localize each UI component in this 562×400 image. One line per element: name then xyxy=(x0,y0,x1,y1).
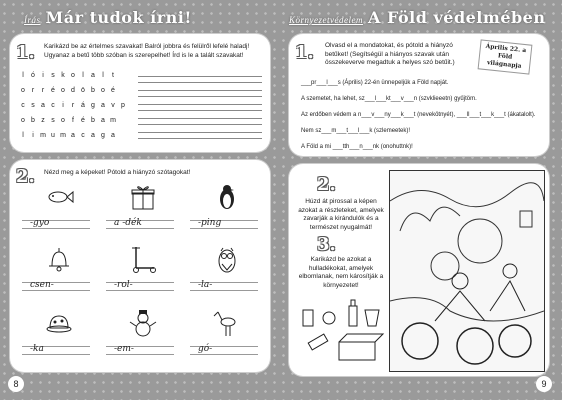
sentence-3[interactable]: Az erdőben védem a n___v___ny___k___t (nevekötnyét), ___ll___t___k___t (ákatalolt). xyxy=(301,112,536,118)
task-number-1-right: 1. xyxy=(295,42,317,64)
picword-snowman[interactable] xyxy=(106,308,176,358)
grid-letter[interactable]: l xyxy=(22,132,24,139)
grid-letter[interactable]: k xyxy=(61,72,65,79)
picword-hat[interactable] xyxy=(22,308,92,358)
picword-gift[interactable] xyxy=(106,182,176,232)
instruction-line-1: Olvasd el a mondatokat, és pótold a hiányzó xyxy=(325,42,453,49)
fill-word-3: -ping xyxy=(198,218,222,228)
forest-scene-illustration[interactable] xyxy=(389,170,545,372)
grid-letter[interactable]: l xyxy=(82,72,84,79)
grid-letter[interactable]: i xyxy=(32,132,34,139)
grid-letter[interactable]: o xyxy=(101,87,105,94)
grid-letter[interactable]: o xyxy=(21,87,25,94)
grid-letter[interactable]: g xyxy=(101,132,105,139)
picword-bell[interactable] xyxy=(22,244,92,294)
fill-word-8: -em- xyxy=(114,344,134,354)
grid-letter[interactable]: g xyxy=(91,102,95,109)
grid-letter[interactable]: l xyxy=(102,72,104,79)
grid-letter[interactable]: c xyxy=(21,102,25,109)
penguin-icon xyxy=(212,182,242,212)
grid-letter[interactable]: r xyxy=(41,87,45,94)
title-text-right: A Föld védelmében xyxy=(367,8,546,27)
sentence-4[interactable]: Nem sz___m___t___l___k (szlemeetek)! xyxy=(301,128,411,134)
fill-word-7: -ka xyxy=(30,344,44,354)
task3-instruction-right: Karikázd be azokat a hulladékokat, amelyek elbomlanak, nem károsítják a környezetet! xyxy=(298,256,384,289)
cup-icon xyxy=(365,310,379,326)
bottle-icon xyxy=(349,300,357,326)
grid-letter[interactable]: r xyxy=(71,102,75,109)
grid-letter[interactable]: u xyxy=(51,132,55,139)
grid-letter[interactable]: a xyxy=(101,117,105,124)
picword-penguin[interactable] xyxy=(190,182,260,232)
hat-icon xyxy=(44,308,74,338)
grid-letter[interactable]: p xyxy=(121,102,125,109)
task-number-2-right: 2. xyxy=(317,174,339,196)
grid-letter[interactable]: a xyxy=(111,132,115,139)
grid-letter[interactable]: o xyxy=(61,117,65,124)
box-icon xyxy=(339,334,383,360)
title-text-left: Már tudok írni! xyxy=(45,8,192,27)
grid-letter[interactable]: i xyxy=(42,72,44,79)
grid-letter[interactable]: m xyxy=(110,117,116,124)
cyclists-scene-icon xyxy=(390,171,544,371)
grid-letter[interactable]: ó xyxy=(31,72,35,79)
grid-letter[interactable]: m xyxy=(40,132,46,139)
grid-letter[interactable]: é xyxy=(51,87,55,94)
earth-day-stamp: Április 22. a Föld világnapja xyxy=(478,39,533,74)
page-title-left xyxy=(24,8,192,27)
task-number-3-right: 3. xyxy=(317,234,339,256)
instruction-line-2: Ugyanaz a betű több szóban is szerepelhet! Írd is le a talált szavakat! xyxy=(44,51,244,59)
fill-word-2: a -dék xyxy=(114,218,142,228)
title-kicker-right: Környezetvédelem xyxy=(289,15,363,25)
fill-word-9: gó- xyxy=(198,344,213,354)
instruction-line-1: Karikázd be az értelmes szavakat! Balról jobbra és felülről lefelé haladj! xyxy=(44,43,250,50)
picword-fish[interactable] xyxy=(22,182,92,232)
picword-scooter[interactable] xyxy=(106,244,176,294)
letter-grid[interactable] xyxy=(18,68,128,143)
grid-letter[interactable]: f xyxy=(72,117,74,124)
grid-letter[interactable]: o xyxy=(61,87,65,94)
grid-letter[interactable]: b xyxy=(91,87,95,94)
right-page xyxy=(281,0,562,400)
grid-letter[interactable]: c xyxy=(51,102,55,109)
grid-row xyxy=(18,68,128,83)
grid-row xyxy=(18,98,128,113)
grid-row xyxy=(18,83,128,98)
picword-owl[interactable] xyxy=(190,244,260,294)
grid-letter[interactable]: s xyxy=(51,72,55,79)
grid-letter[interactable]: o xyxy=(21,117,25,124)
grid-letter[interactable]: á xyxy=(81,102,85,109)
grid-letter[interactable]: s xyxy=(31,102,35,109)
grid-letter[interactable]: r xyxy=(31,87,35,94)
snowman-icon xyxy=(128,308,158,338)
task2-box-right xyxy=(289,164,549,376)
scooter-icon xyxy=(128,244,158,274)
grid-letter[interactable]: o xyxy=(71,72,75,79)
grid-letter[interactable]: b xyxy=(31,117,35,124)
fill-word-5: -rol- xyxy=(114,280,133,290)
grid-letter[interactable]: b xyxy=(91,117,95,124)
grid-letter[interactable]: a xyxy=(101,102,105,109)
task1-instruction-right xyxy=(325,42,485,68)
stork-icon xyxy=(212,308,242,338)
task-number-2-left: 2. xyxy=(16,166,38,188)
page-title-right xyxy=(289,8,546,27)
grid-letter[interactable]: i xyxy=(62,102,64,109)
waste-items[interactable] xyxy=(299,290,389,370)
grid-letter[interactable]: c xyxy=(81,132,85,139)
instruction-line-2: betűket! (Segítségül a hiányos szavak után xyxy=(325,50,449,58)
grid-letter[interactable]: l xyxy=(22,72,24,79)
task1-box-left xyxy=(10,34,270,152)
instruction-line-3: összekeverve megadtuk a helyes szó betűit.) xyxy=(325,59,455,66)
sentence-2[interactable]: A szemetet, ha lehet, sz___l___kt___v___n (szvklieeetn) gyűjtöm. xyxy=(301,96,477,102)
task2-box-left xyxy=(10,160,270,372)
grid-letter[interactable]: z xyxy=(41,117,45,124)
fish-icon xyxy=(44,182,74,212)
task1-instruction-left xyxy=(44,43,266,60)
plastic-bottle-icon xyxy=(308,334,328,350)
apple-core-icon xyxy=(323,312,335,324)
grid-letter[interactable]: ö xyxy=(81,87,85,94)
picword-stork[interactable] xyxy=(190,308,260,358)
sentence-5[interactable]: A Föld a mi ___tth___n___nk (onohuttnk)! xyxy=(301,144,413,150)
can-icon xyxy=(303,310,313,326)
page-number-right: 9 xyxy=(536,376,552,392)
task-number-1-left: 1. xyxy=(16,42,38,64)
grid-letter[interactable]: v xyxy=(111,102,115,109)
grid-letter[interactable]: a xyxy=(91,72,95,79)
grid-letter[interactable]: é xyxy=(81,117,85,124)
grid-letter[interactable]: t xyxy=(112,72,114,79)
grid-letter[interactable]: d xyxy=(71,87,75,94)
grid-letter[interactable]: é xyxy=(111,87,115,94)
task2-instruction-left: Nézd meg a képeket! Pótold a hiányzó szótagokat! xyxy=(44,169,191,176)
grid-row xyxy=(18,113,128,128)
fill-word-4: csen- xyxy=(30,280,54,290)
grid-letter[interactable]: a xyxy=(41,102,45,109)
grid-letter[interactable]: m xyxy=(60,132,66,139)
task2-instruction-right: Húzd át pirossal a képen azokat a részleteket, amelyek zavarják a kirándulók és a természet nyugalmát! xyxy=(298,198,384,231)
grid-letter[interactable]: s xyxy=(51,117,55,124)
grid-letter[interactable]: a xyxy=(91,132,95,139)
title-kicker-left: Írás xyxy=(24,15,41,25)
grid-letter[interactable]: a xyxy=(71,132,75,139)
owl-icon xyxy=(212,244,242,274)
bell-icon xyxy=(44,244,74,274)
fill-word-1: -gyo xyxy=(30,218,50,228)
sentence-1[interactable]: ___pr___l___s (Április) 22-én ünnepeljük a Föld napját. xyxy=(301,80,449,86)
gift-icon xyxy=(128,182,158,212)
page-number-left: 8 xyxy=(8,376,24,392)
grid-row xyxy=(18,128,128,143)
fill-word-6: -la- xyxy=(198,280,213,290)
